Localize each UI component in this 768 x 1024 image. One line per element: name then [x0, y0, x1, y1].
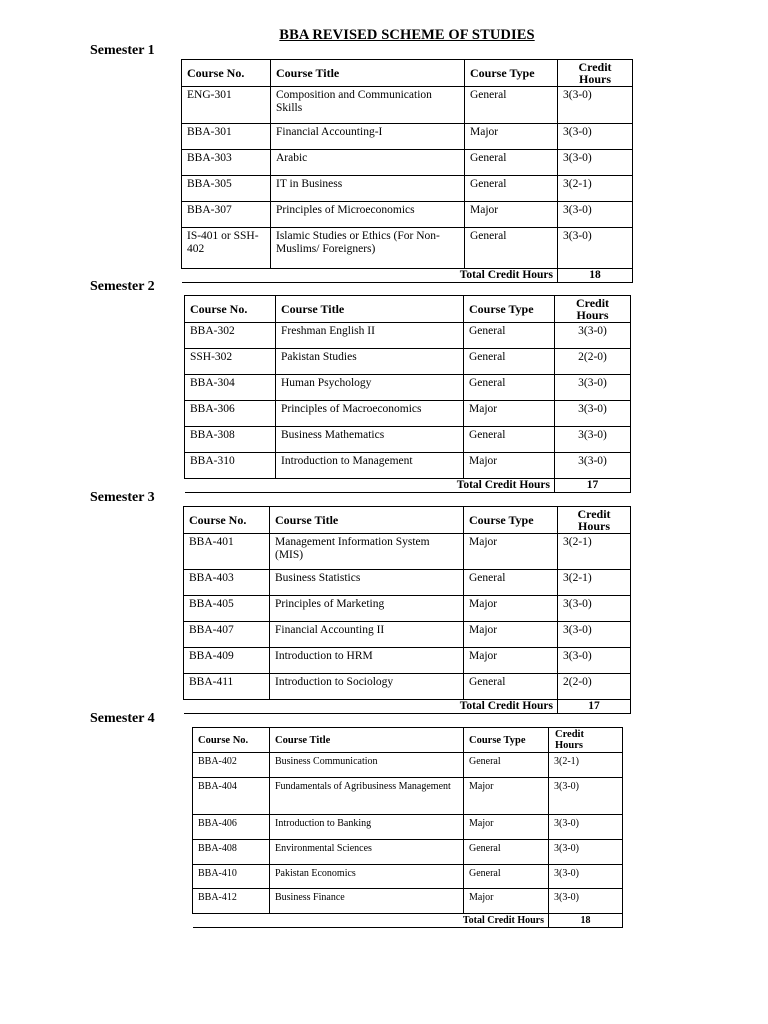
table-row	[193, 840, 623, 865]
credit-hours: 3(2-1)	[549, 753, 623, 778]
course-type: Major	[465, 202, 558, 228]
semester-2-table	[184, 295, 631, 493]
header-course-type: Course Type	[464, 296, 555, 323]
course-title: Principles of Marketing	[270, 596, 464, 622]
course-type: General	[464, 865, 549, 889]
table-header-row	[184, 507, 631, 534]
table-row	[193, 889, 623, 914]
header-course-no: Course No.	[193, 728, 270, 753]
course-no: BBA-412	[193, 889, 270, 914]
course-type: General	[465, 228, 558, 269]
course-no: BBA-301	[182, 124, 271, 150]
credit-hours: 3(3-0)	[555, 323, 631, 349]
course-no: BBA-404	[193, 778, 270, 815]
course-type: Major	[464, 453, 555, 479]
course-title: Introduction to Sociology	[270, 674, 464, 700]
table-row	[182, 124, 633, 150]
course-type: General	[465, 87, 558, 124]
course-title: Freshman English II	[276, 323, 464, 349]
course-type: Major	[465, 124, 558, 150]
course-title: Islamic Studies or Ethics (For Non-Muslims/ Foreigners)	[271, 228, 465, 269]
course-no: BBA-305	[182, 176, 271, 202]
course-no: SSH-302	[185, 349, 276, 375]
credit-hours: 3(3-0)	[549, 778, 623, 815]
table-row	[193, 778, 623, 815]
header-course-title: Course Title	[276, 296, 464, 323]
header-course-no: Course No.	[182, 60, 271, 87]
total-row	[185, 479, 631, 493]
semester-1-label: Semester 1	[90, 43, 155, 58]
course-no: BBA-411	[184, 674, 270, 700]
table-row	[193, 865, 623, 889]
credit-hours: 3(3-0)	[549, 840, 623, 865]
header-credit-hours: Credit Hours	[549, 728, 623, 753]
course-title: Business Finance	[270, 889, 464, 914]
table-row	[185, 401, 631, 427]
course-type: General	[464, 840, 549, 865]
credit-hours: 3(2-1)	[558, 176, 633, 202]
header-course-title: Course Title	[270, 728, 464, 753]
header-credit-hours: Credit Hours	[555, 296, 631, 323]
credit-hours: 3(3-0)	[555, 427, 631, 453]
course-title: Pakistan Studies	[276, 349, 464, 375]
course-type: Major	[464, 622, 558, 648]
course-title: Management Information System (MIS)	[270, 534, 464, 570]
course-no: BBA-405	[184, 596, 270, 622]
course-type: Major	[464, 401, 555, 427]
course-title: Fundamentals of Agribusiness Management	[270, 778, 464, 815]
credit-hours: 3(3-0)	[558, 648, 631, 674]
credit-hours: 2(2-0)	[558, 674, 631, 700]
course-type: General	[465, 150, 558, 176]
table-row	[185, 427, 631, 453]
course-title: Business Mathematics	[276, 427, 464, 453]
course-type: General	[464, 427, 555, 453]
table-row	[182, 87, 633, 124]
table-row	[193, 815, 623, 840]
header-course-type: Course Type	[465, 60, 558, 87]
table-row	[184, 622, 631, 648]
course-no: BBA-410	[193, 865, 270, 889]
course-title: Introduction to HRM	[270, 648, 464, 674]
credit-hours: 3(2-1)	[558, 570, 631, 596]
course-type: Major	[464, 778, 549, 815]
course-type: General	[464, 375, 555, 401]
semester-3-table	[183, 506, 631, 714]
course-no: IS-401 or SSH-402	[182, 228, 271, 269]
semester-4-label: Semester 4	[90, 711, 155, 726]
course-type: General	[464, 349, 555, 375]
course-no: BBA-407	[184, 622, 270, 648]
header-credit-hours: Credit Hours	[558, 60, 633, 87]
credit-hours: 3(3-0)	[558, 228, 633, 269]
total-credit-hours-label: Total Credit Hours	[184, 700, 558, 714]
semester-1-table	[181, 59, 633, 283]
header-course-type: Course Type	[464, 728, 549, 753]
course-no: BBA-409	[184, 648, 270, 674]
credit-hours: 3(3-0)	[558, 124, 633, 150]
total-credit-hours-label: Total Credit Hours	[182, 269, 558, 283]
course-title: Business Statistics	[270, 570, 464, 596]
course-type: General	[464, 753, 549, 778]
credit-hours: 3(3-0)	[549, 815, 623, 840]
table-header-row	[193, 728, 623, 753]
header-course-no: Course No.	[184, 507, 270, 534]
credit-hours: 2(2-0)	[555, 349, 631, 375]
header-credit-hours: Credit Hours	[558, 507, 631, 534]
credit-hours: 3(3-0)	[549, 889, 623, 914]
total-credit-hours-label: Total Credit Hours	[193, 914, 549, 928]
course-type: Major	[464, 534, 558, 570]
table-header-row	[182, 60, 633, 87]
course-type: General	[464, 323, 555, 349]
course-type: Major	[464, 815, 549, 840]
course-title: Arabic	[271, 150, 465, 176]
table-row	[185, 453, 631, 479]
total-row	[182, 269, 633, 283]
course-no: BBA-408	[193, 840, 270, 865]
course-no: ENG-301	[182, 87, 271, 124]
semester-2-label: Semester 2	[90, 279, 155, 294]
course-title: Human Psychology	[276, 375, 464, 401]
course-title: Introduction to Management	[276, 453, 464, 479]
table-row	[182, 202, 633, 228]
table-row	[182, 150, 633, 176]
course-no: BBA-306	[185, 401, 276, 427]
credit-hours: 3(3-0)	[549, 865, 623, 889]
table-row	[185, 323, 631, 349]
course-type: Major	[464, 648, 558, 674]
course-type: Major	[464, 596, 558, 622]
course-title: Business Communication	[270, 753, 464, 778]
table-row	[184, 570, 631, 596]
total-credit-hours-value: 17	[558, 700, 631, 714]
header-course-title: Course Title	[270, 507, 464, 534]
table-row	[182, 176, 633, 202]
document-title: BBA REVISED SCHEME OF STUDIES	[279, 27, 535, 43]
course-title: IT in Business	[271, 176, 465, 202]
course-no: BBA-308	[185, 427, 276, 453]
total-row	[193, 914, 623, 928]
header-course-no: Course No.	[185, 296, 276, 323]
course-no: BBA-302	[185, 323, 276, 349]
credit-hours: 3(3-0)	[558, 150, 633, 176]
table-row	[184, 648, 631, 674]
course-title: Pakistan Economics	[270, 865, 464, 889]
course-no: BBA-303	[182, 150, 271, 176]
course-title: Composition and Communication Skills	[271, 87, 465, 124]
total-credit-hours-value: 18	[549, 914, 623, 928]
table-row	[184, 534, 631, 570]
course-title: Principles of Microeconomics	[271, 202, 465, 228]
total-credit-hours-label: Total Credit Hours	[185, 479, 555, 493]
course-type: Major	[464, 889, 549, 914]
table-header-row	[185, 296, 631, 323]
credit-hours: 3(3-0)	[558, 622, 631, 648]
course-type: General	[465, 176, 558, 202]
course-no: BBA-307	[182, 202, 271, 228]
table-row	[185, 375, 631, 401]
credit-hours: 3(3-0)	[558, 87, 633, 124]
semester-3-label: Semester 3	[90, 490, 155, 505]
credit-hours: 3(3-0)	[558, 202, 633, 228]
table-row	[193, 753, 623, 778]
course-title: Principles of Macroeconomics	[276, 401, 464, 427]
table-row	[182, 228, 633, 269]
table-row	[184, 674, 631, 700]
header-course-type: Course Type	[464, 507, 558, 534]
credit-hours: 3(3-0)	[555, 453, 631, 479]
total-credit-hours-value: 17	[555, 479, 631, 493]
total-credit-hours-value: 18	[558, 269, 633, 283]
credit-hours: 3(3-0)	[555, 401, 631, 427]
course-no: BBA-402	[193, 753, 270, 778]
table-row	[184, 596, 631, 622]
credit-hours: 3(3-0)	[558, 596, 631, 622]
course-no: BBA-401	[184, 534, 270, 570]
course-title: Financial Accounting-I	[271, 124, 465, 150]
course-no: BBA-304	[185, 375, 276, 401]
course-no: BBA-406	[193, 815, 270, 840]
course-no: BBA-403	[184, 570, 270, 596]
credit-hours: 3(3-0)	[555, 375, 631, 401]
header-course-title: Course Title	[271, 60, 465, 87]
semester-4-table	[192, 727, 623, 928]
credit-hours: 3(2-1)	[558, 534, 631, 570]
course-title: Financial Accounting II	[270, 622, 464, 648]
total-row	[184, 700, 631, 714]
course-no: BBA-310	[185, 453, 276, 479]
course-title: Introduction to Banking	[270, 815, 464, 840]
course-title: Environmental Sciences	[270, 840, 464, 865]
course-type: General	[464, 674, 558, 700]
table-row	[185, 349, 631, 375]
course-type: General	[464, 570, 558, 596]
